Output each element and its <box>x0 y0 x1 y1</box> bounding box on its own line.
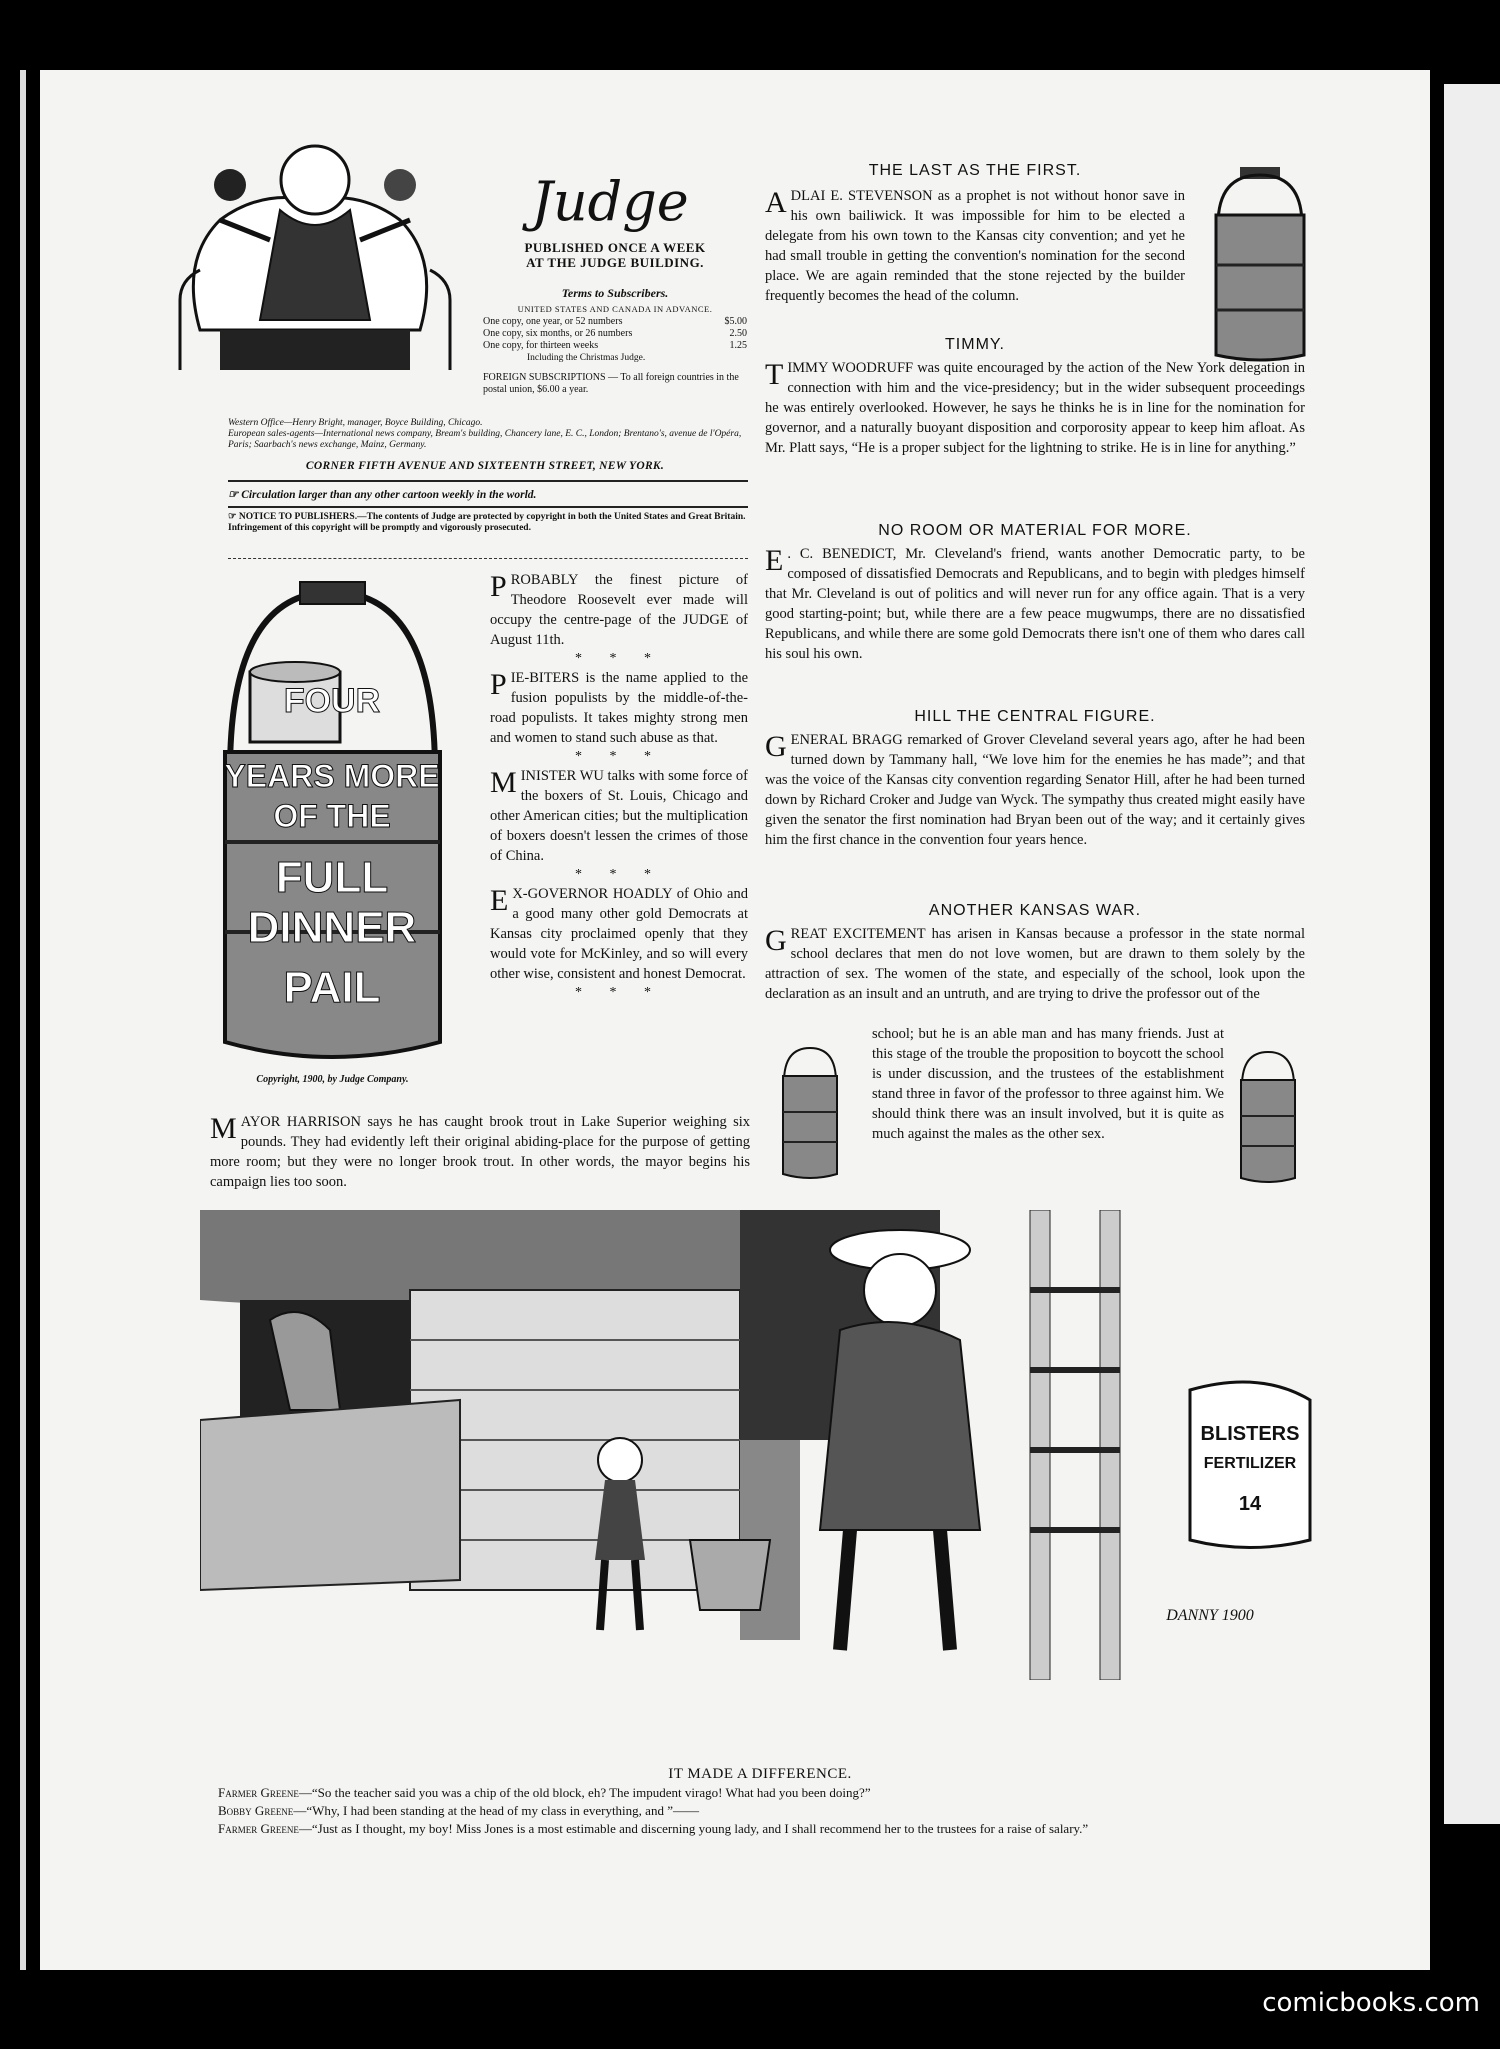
drop-cap: G <box>765 924 787 957</box>
circulation-text: Circulation larger than any other cartoon weekly in the world. <box>241 489 537 501</box>
pail-text-line2: YEARS MORE <box>224 758 440 794</box>
drop-cap: G <box>765 730 787 763</box>
site-watermark: comicbooks.com <box>1262 1988 1480 2018</box>
headline-no-room: NO ROOM OR MATERIAL FOR MORE. <box>878 522 1192 539</box>
dialogue-line <box>218 1820 1318 1838</box>
rate-row <box>483 328 747 340</box>
paragraph-harrison <box>210 1112 750 1192</box>
pail-text-line1: FOUR <box>283 682 381 720</box>
publication-notice <box>480 240 750 270</box>
article-benedict <box>765 544 1305 664</box>
rate-row <box>483 316 747 328</box>
pointing-hand-icon: ☞ <box>228 489 242 501</box>
paragraph-text: ROBABLY the finest picture of Theodore Roosevelt ever made will occupy the centre-page of the JUDGE of August 11th. <box>490 572 748 648</box>
paragraph-text: REAT EXCITEMENT has arisen in Kansas because a professor in the state normal school declares that men do not love women, but are drawn to them solely by the attraction of sex. The women of the state, and especially of the school, look upon the declaration as an insult and an untruth, and are trying to drive the professor out of the <box>765 926 1305 1002</box>
foreign-subscriptions: FOREIGN SUBSCRIPTIONS — To all foreign countries in the postal union, $6.00 a year. <box>483 372 739 395</box>
sack-label-line1: BLISTERS <box>1200 1423 1300 1445</box>
paragraph-text: ENERAL BRAGG remarked of Grover Cleveland several years ago, after he had been turned down by Tammany hall, “We love him for the enemies he has made”; and that was the voice of the Kansas city convention regarding Senator Hill, after he had been turned down by Richard Croker and Judge van Wyck. The sympathy thus created might easily have given the senator the first nomination had Bryan been out of the way; and it certainly gives him the first chance in the convention four years hence. <box>765 732 1305 848</box>
section-separator: * * * <box>575 985 663 1000</box>
rates-note: Including the Christmas Judge. <box>527 353 646 363</box>
paragraph-text: AYOR HARRISON says he has caught brook trout in Lake Superior weighing six pounds. They had evidently left their original abiding-place for the purpose of getting more room; but they were no longer brook trout. In other words, the mayor begins his campaign lies too soon. <box>210 1114 750 1190</box>
rate-label: One copy, for thirteen weeks <box>483 340 599 351</box>
pointing-hand-icon: ☞ <box>228 512 239 522</box>
cartoon-illustration <box>200 1210 1320 1680</box>
pail-text-line3: OF THE <box>273 798 391 834</box>
rate-price: 2.50 <box>729 328 747 339</box>
paragraph-hoadly <box>490 884 748 984</box>
paragraph-text: INISTER WU talks with some force of the boxers of St. Louis, Chicago and other American cities; but the multiplication of boxers doesn't lessen the crimes of those of China. <box>490 768 748 864</box>
article-kansas <box>765 924 1305 1004</box>
published-line-1: PUBLISHED ONCE A WEEK <box>524 240 706 255</box>
divider <box>228 480 748 482</box>
rate-label: One copy, six months, or 26 numbers <box>483 328 633 339</box>
drop-cap: M <box>490 766 517 799</box>
pail-text-line6: PAIL <box>283 963 381 1012</box>
divider <box>228 506 748 508</box>
pail-copyright: Copyright, 1900, by Judge Company. <box>256 1074 409 1085</box>
notice-text: NOTICE TO PUBLISHERS.—The contents of Judge are protected by copyright in both the United States and Great Britain. Infringement of this copyright will be promptly and vigorously prosecuted. <box>228 512 746 533</box>
drop-cap: A <box>765 186 787 219</box>
drop-cap: P <box>490 570 507 603</box>
headline-kansas-war: ANOTHER KANSAS WAR. <box>928 902 1142 919</box>
dialogue-line <box>218 1802 1318 1820</box>
paragraph-minister-wu <box>490 766 748 866</box>
rate-label: One copy, one year, or 52 numbers <box>483 316 623 327</box>
paragraph-text: IMMY WOODRUFF was quite encouraged by the action of the New York delegation in connection with him and the vice-presidency; but in the wider subsequent proceedings he was entirely overlooked. However, he says he thinks he is in line for the nomination for governor, and a naturally buoyant disposition and corporosity appear to keep him afloat. As Mr. Platt says, “He is a proper subject for the lightning to strike. He is in line for anything.” <box>765 360 1305 456</box>
small-dinner-pail-icon <box>780 1042 840 1182</box>
paragraph-roosevelt <box>490 570 748 650</box>
speaker: Farmer Greene <box>218 1821 299 1836</box>
small-dinner-pail-icon <box>1210 165 1310 365</box>
masthead-illustration <box>160 100 470 380</box>
dinner-pail-illustration <box>205 572 460 1082</box>
article-kansas-continued: school; but he is an able man and has many friends. Just at this stage of the trouble the proposition to boycott the school is under discussion, and the trustees of the establishment stand three in favor of the professor to three against him. We should think there was an insult involved, but it is quite as much against the males as the other sex. <box>872 1026 1224 1142</box>
paragraph-text: DLAI E. STEVENSON as a prophet is not without honor save in his own bailiwick. It was impossible for him to be elected a delegate from his own town to the Kansas city convention; and yet he had small trouble in getting the convention's nomination for the second place. We are again reminded that the stone rejected by the builder frequently becomes the head of the column. <box>765 188 1185 304</box>
dialogue-line <box>218 1784 1318 1802</box>
article-woodruff <box>765 358 1305 458</box>
offices <box>228 418 748 451</box>
sack-label-line3: 14 <box>1238 1493 1262 1515</box>
drop-cap: E <box>490 884 509 917</box>
dialogue-text: —“Just as I thought, my boy! Miss Jones is a most estimable and discerning young lady, and I shall recommend her to the trustees for a raise of salary.” <box>298 1821 1089 1836</box>
sack-label-line2: FERTILIZER <box>1203 1455 1297 1472</box>
headline-hill: HILL THE CENTRAL FIGURE. <box>914 708 1156 725</box>
drop-cap: T <box>765 358 784 391</box>
drop-cap: P <box>490 668 507 701</box>
page-left-edge <box>20 70 26 1970</box>
divider <box>228 558 748 559</box>
pail-text-line5: DINNER <box>247 903 417 952</box>
section-separator: * * * <box>575 749 663 764</box>
dialogue-text: —“Why, I had been standing at the head of my class in everything, and ”—— <box>293 1803 699 1818</box>
speaker: Farmer Greene <box>218 1785 299 1800</box>
rate-row <box>483 340 747 352</box>
subscription-rates <box>483 316 747 364</box>
artist-signature: DANNY 1900 <box>1166 1607 1254 1624</box>
headline-timmy: TIMMY. <box>945 336 1005 353</box>
headline-last-as-first: THE LAST AS THE FIRST. <box>868 162 1082 179</box>
rate-price: 1.25 <box>729 340 747 351</box>
drop-cap: M <box>210 1112 237 1145</box>
paragraph-pie-biters <box>490 668 748 748</box>
published-line-2: AT THE JUDGE BUILDING. <box>526 255 704 270</box>
cartoon-dialogue <box>218 1784 1318 1838</box>
rate-price: $5.00 <box>724 316 747 327</box>
address-line: CORNER FIFTH AVENUE AND SIXTEENTH STREET, NEW YORK. <box>305 460 665 472</box>
article-stevenson <box>765 186 1185 306</box>
us-canada-heading: UNITED STATES AND CANADA IN ADVANCE. <box>517 304 713 314</box>
paragraph-text: . C. BENEDICT, Mr. Cleveland's friend, wants another Democratic party, to be composed of dissatisfied Democrats and Republicans, and to begin with pledges himself that Mr. Cleveland is out of politics and will never run for any office again. That is a very good starting-point; but, while there are a few peace mugwumps, there are no dissatisfied Republicans, and while there are some gold Democrats there isn't one of them who dares call his soul his own. <box>765 546 1305 662</box>
section-separator: * * * <box>575 651 663 666</box>
dialogue-text: —“So the teacher said you was a chip of the old block, eh? The impudent virago! What had you been doing?” <box>298 1785 871 1800</box>
small-dinner-pail-icon <box>1238 1046 1298 1186</box>
notice-to-publishers <box>228 512 748 534</box>
article-bragg <box>765 730 1305 850</box>
speaker: Bobby Greene <box>218 1803 294 1818</box>
left-column <box>490 570 748 1002</box>
section-separator: * * * <box>575 867 663 882</box>
judge-logo: Judge <box>531 170 689 233</box>
european-agents: European sales-agents—International news company, Bream's building, Chancery lane, E. C., London; Brentano's, avenue de l'Opéra, Paris; Saarbach's news exchange, Mainz, Germany. <box>228 429 742 450</box>
paragraph-text: IE-BITERS is the name applied to the fusion populists by the middle-of-the-road populists. It takes mighty strong men and women to stand such abuse as that. <box>490 670 748 746</box>
cartoon-title: IT MADE A DIFFERENCE. <box>668 1766 852 1782</box>
drop-cap: E <box>765 544 784 577</box>
next-page-edge <box>1440 84 1500 1824</box>
western-office: Western Office—Henry Bright, manager, Boyce Building, Chicago. <box>228 418 483 428</box>
circulation-claim <box>228 487 748 501</box>
paragraph-text: X-GOVERNOR HOADLY of Ohio and a good many other gold Democrats at Kansas city proclaimed openly that they would vote for McKinley, and so will every other wise, consistent and honest Democrat. <box>490 886 748 982</box>
pail-text-line4: FULL <box>275 853 389 902</box>
terms-title: Terms to Subscribers. <box>561 286 669 300</box>
